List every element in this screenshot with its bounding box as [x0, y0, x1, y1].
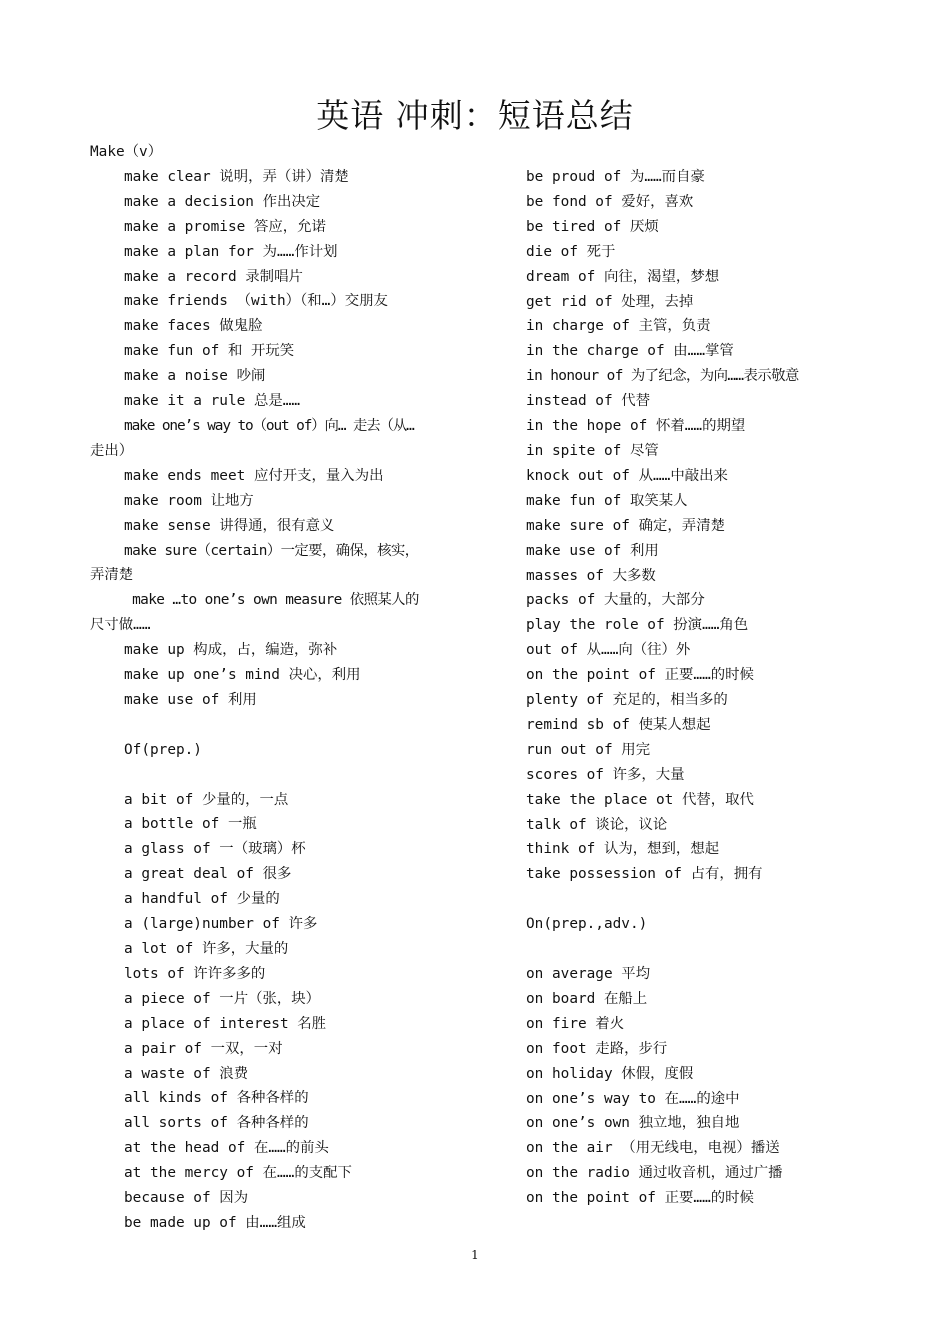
phrase-item: in spite of 尽管: [526, 442, 659, 459]
phrase-item: die of 死于: [526, 243, 616, 260]
phrase-item: on holiday 休假，度假: [526, 1065, 694, 1082]
phrase-item: a handful of 少量的: [124, 891, 280, 908]
phrase-item: run out of 用完: [526, 741, 651, 758]
phrase-item: a pair of 一双，一对: [124, 1040, 283, 1057]
phrase-item: make a promise 答应，允诺: [124, 218, 326, 235]
phrase-item: make use of 利用: [124, 691, 257, 708]
phrase-item: be fond of 爱好，喜欢: [526, 193, 694, 210]
phrase-item-continuation: 尺寸做……: [90, 617, 151, 634]
page-title: 英语 冲刺：短语总结: [316, 96, 634, 135]
phrase-item: a waste of 浪费: [124, 1065, 249, 1082]
phrase-item: make sure of 确定，弄清楚: [526, 517, 725, 534]
phrase-item: make a noise 吵闹: [124, 368, 266, 385]
phrase-item: packs of 大量的，大部分: [526, 592, 705, 609]
phrase-item: remind sb of 使某人想起: [526, 716, 711, 733]
phrase-item: make a plan for 为……作计划: [124, 243, 338, 260]
phrase-item: in honour of 为了纪念，为向……表示敬意: [526, 368, 799, 385]
phrase-item: lots of 许许多多的: [124, 965, 266, 982]
left-column: [90, 140, 470, 1236]
phrase-item: make sense 讲得通，很有意义: [124, 517, 335, 534]
phrase-item-continuation: 走出）: [90, 442, 134, 459]
phrase-item: scores of 许多，大量: [526, 766, 685, 783]
phrase-item: a piece of 一片（张，块）: [124, 990, 321, 1007]
phrase-item: take the place ot 代替，取代: [526, 791, 754, 808]
phrase-item: dream of 向往，渴望，梦想: [526, 268, 720, 285]
right-column: [526, 165, 906, 1211]
spacer: [90, 713, 470, 738]
phrase-item: a great deal of 很多: [124, 866, 292, 883]
section-heading-make: Make（v）: [90, 144, 163, 160]
phrase-item: make fun of 取笑某人: [526, 492, 688, 509]
phrase-item: on one’s own 独立地，独自地: [526, 1115, 740, 1132]
phrase-item: make room 让地方: [124, 492, 254, 509]
make-phrase-list: [90, 165, 470, 713]
phrase-item: be made up of 由……组成: [124, 1214, 306, 1231]
phrase-item: on the point of 正要……的时候: [526, 1190, 754, 1207]
page-number: 1: [471, 1248, 479, 1262]
section-heading-on: On(prep.,adv.): [526, 916, 648, 933]
phrase-item: a (large)number of 许多: [124, 916, 318, 933]
phrase-item: out of 从……向（往）外: [526, 642, 691, 659]
phrase-item: make friends （with）（和…）交朋友: [124, 293, 388, 310]
phrase-item: make sure（certain）一定要，确保，核实，: [124, 542, 419, 559]
phrase-item: think of 认为，想到，想起: [526, 841, 720, 858]
phrase-item: on average 平均: [526, 965, 651, 982]
phrase-item: make ends meet 应付开支，量入为出: [124, 467, 384, 484]
phrase-item: make clear 说明，弄（讲）清楚: [124, 168, 349, 185]
phrase-item: at the head of 在……的前头: [124, 1140, 329, 1157]
phrase-item: a bit of 少量的，一点: [124, 791, 289, 808]
phrase-item: all kinds of 各种各样的: [124, 1090, 309, 1107]
phrase-item: make one’s way to（out of）向… 走去（从…: [124, 417, 414, 434]
phrase-item: a lot of 许多，大量的: [124, 940, 289, 957]
phrase-item: talk of 谈论，议论: [526, 816, 668, 833]
phrase-item: on the point of 正要……的时候: [526, 667, 754, 684]
phrase-item: make up one’s mind 决心，利用: [124, 667, 361, 684]
phrase-item: because of 因为: [124, 1190, 249, 1207]
phrase-item: on board 在船上: [526, 990, 648, 1007]
phrase-item: at the mercy of 在……的支配下: [124, 1165, 352, 1182]
phrase-item: masses of 大多数: [526, 567, 656, 584]
phrase-item: in the charge of 由……掌管: [526, 343, 734, 360]
phrase-item: on the air （用无线电，电视）播送: [526, 1140, 780, 1157]
phrase-item: a glass of 一（玻璃）杯: [124, 841, 306, 858]
phrase-item: make fun of 和 开玩笑: [124, 343, 295, 360]
spacer: [90, 763, 470, 788]
phrase-item: make a decision 作出决定: [124, 193, 321, 210]
phrase-item: plenty of 充足的，相当多的: [526, 692, 728, 709]
section-heading-of: Of(prep.): [124, 741, 202, 758]
phrase-item: be tired of 厌烦: [526, 218, 659, 235]
spacer: [526, 887, 906, 912]
phrase-item: instead of 代替: [526, 393, 651, 410]
phrase-item: make a record 录制唱片: [124, 268, 303, 285]
phrase-item: in the hope of 怀着……的期望: [526, 418, 746, 435]
phrase-item: knock out of 从……中敲出来: [526, 467, 728, 484]
phrase-item: make use of 利用: [526, 542, 659, 559]
on-phrase-list: [526, 962, 906, 1211]
phrase-item: on fire 着火: [526, 1015, 625, 1032]
phrase-item: be proud of 为……而自豪: [526, 169, 705, 185]
spacer: [526, 937, 906, 962]
of-phrase-list-left: [90, 788, 470, 1236]
phrase-item: on foot 走路，步行: [526, 1040, 668, 1057]
phrase-item: all sorts of 各种各样的: [124, 1115, 309, 1132]
phrase-item: play the role of 扮演……角色: [526, 617, 749, 634]
phrase-item: take possession of 占有，拥有: [526, 866, 763, 883]
phrase-item: a bottle of 一瓶: [124, 816, 257, 833]
phrase-item: make up 构成，占，编造，弥补: [124, 642, 338, 659]
phrase-item-continuation: 弄清楚: [90, 567, 134, 584]
phrase-item: a place of interest 名胜: [124, 1015, 327, 1032]
phrase-item: on one’s way to 在……的途中: [526, 1090, 740, 1107]
phrase-item: in charge of 主管，负责: [526, 318, 711, 335]
phrase-item: on the radio 通过收音机，通过广播: [526, 1165, 783, 1182]
phrase-item: make …to one’s own measure 依照某人的: [124, 592, 419, 609]
of-phrase-list-right: [526, 165, 906, 887]
phrase-item: get rid of 处理，去掉: [526, 293, 694, 310]
phrase-item: make faces 做鬼脸: [124, 318, 263, 335]
phrase-item: make it a rule 总是……: [124, 393, 301, 410]
